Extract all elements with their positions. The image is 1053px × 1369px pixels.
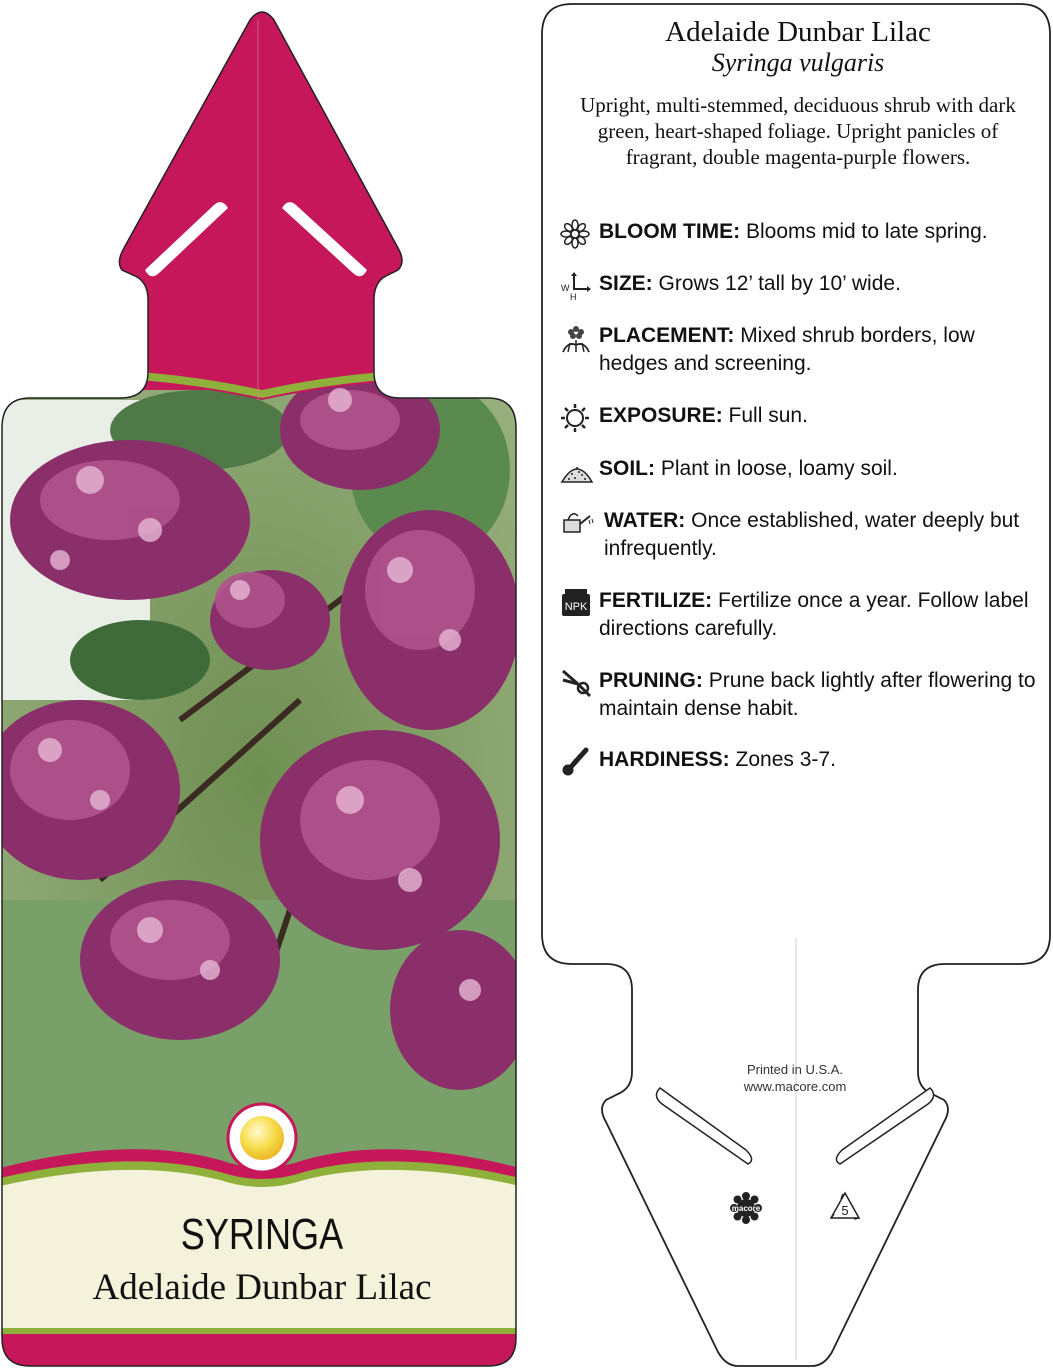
- svg-text:5: 5: [841, 1203, 849, 1218]
- size-icon: [560, 271, 594, 301]
- svg-text:H: H: [570, 292, 577, 301]
- svg-text:W: W: [561, 283, 570, 293]
- attr-bloom-time: BLOOM TIME: Blooms mid to late spring.: [560, 218, 1040, 246]
- attr-water: WATER: Once established, water deeply but infrequently.: [560, 507, 1040, 563]
- front-genus: SYRINGA: [180, 1210, 344, 1259]
- svg-text:macore: macore: [731, 1204, 761, 1213]
- placement-icon: [560, 323, 594, 353]
- back-title: Adelaide Dunbar Lilac: [665, 16, 931, 48]
- npk-icon: [560, 588, 594, 618]
- back-description: Upright, multi-stemmed, deciduous shrub with dark green, heart-shaped foliage. Upright panicles of fragrant, double magenta-purple flowers.: [580, 93, 1016, 169]
- printed-origin: Printed in U.S.A.: [746, 1062, 844, 1077]
- attr-exposure: EXPOSURE: Full sun.: [560, 402, 1040, 430]
- flower-icon: [560, 219, 594, 249]
- attr-size: W H SIZE: Grows 12’ tall by 10’ wide.: [561, 272, 901, 301]
- printed-note: [690, 1061, 900, 1095]
- pruners-icon: [560, 668, 594, 698]
- attr-soil: SOIL: Plant in loose, loamy soil.: [560, 455, 1040, 483]
- sun-icon: [560, 403, 594, 433]
- front-common-name: Adelaide Dunbar Lilac: [92, 1267, 432, 1308]
- svg-text:NPK: NPK: [564, 601, 588, 613]
- macore-logo-icon: [720, 1188, 772, 1232]
- attr-placement: PLACEMENT: Mixed shrub borders, low hedges and screening.: [560, 322, 1040, 378]
- recycle-icon: [828, 1190, 862, 1224]
- soil-icon: [560, 456, 594, 486]
- attr-fertilize: NPK FERTILIZE: Fertilize once a year. Follow label directions carefully.: [560, 587, 1040, 643]
- attr-pruning: PRUNING: Prune back lightly after flowering to maintain dense habit.: [560, 667, 1040, 723]
- attr-hardiness: HARDINESS: Zones 3-7.: [560, 746, 1040, 774]
- watering-can-icon: [560, 508, 594, 538]
- website-link[interactable]: www.macore.com: [743, 1079, 847, 1094]
- thermometer-icon: [560, 747, 594, 777]
- back-latin-name: Syringa vulgaris: [711, 48, 885, 77]
